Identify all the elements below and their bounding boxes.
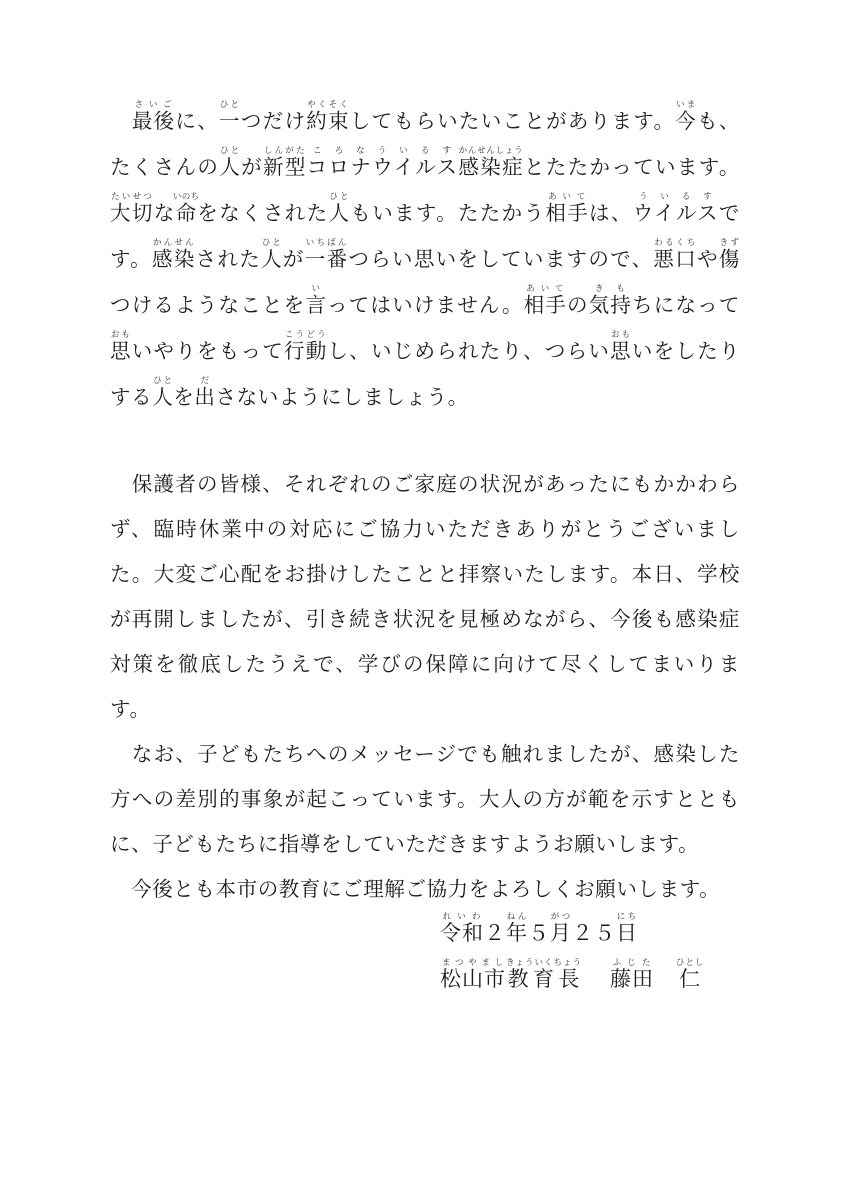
message-to-children [110, 98, 740, 420]
message-to-guardians [110, 462, 740, 912]
official-title: 松山市まつやまし教育長きょういくちょう [440, 958, 583, 991]
signature-block [440, 958, 760, 993]
document-date: 令和れいわ２年ねん５月がつ２５日にち [440, 912, 638, 945]
children-paragraph: 最後さいごに、一ひとつだけ約束やくそくしてもらいたいことがあります。今いまも、たくさんの人ひとが新型しんがたコロナウイルスころなういるす感染症かんせんしょうとたたかっています。大切たいせつな命いのちをなくされた人ひともいます。たたかう相手あいては、ウイルスういるすです。感染かんせんされた人ひとが一番いちばんつらい思いをしていますので、悪口わるくちや傷きずつけるようなことを言いってはいけません。相手あいての気持きもちになって思おもいやりをもって行動こうどうし、いじめられたり、つらい思おもいをしたりする人ひとを出ださないようにしましょう。 [110, 100, 741, 409]
guardians-paragraph-1: 保護者の皆様、それぞれのご家庭の状況があったにもかかわらず、臨時休業中の対応にご協力いただきありがとうございました。大変ご心配をお掛けしたことと拝察いたします。本日、学校が再開しましたが、引き続き状況を見極めながら、今後も感染症対策を徹底したうえで、学びの保障に向けて尽くしてまいります。 [110, 472, 740, 721]
official-name: 藤田ふじた仁ひとし [610, 958, 705, 991]
children-paragraph-plain [110, 420, 111, 421]
guardians-paragraph-3: 今後とも本市の教育にご理解ご協力をよろしくお願いします。 [110, 877, 721, 901]
guardians-paragraph-2: なお、子どもたちへのメッセージでも触れましたが、感染した方への差別的事象が起こっています。大人の方が範を示すとともに、子どもたちに指導をしていただきますようお願いします。 [110, 742, 740, 856]
